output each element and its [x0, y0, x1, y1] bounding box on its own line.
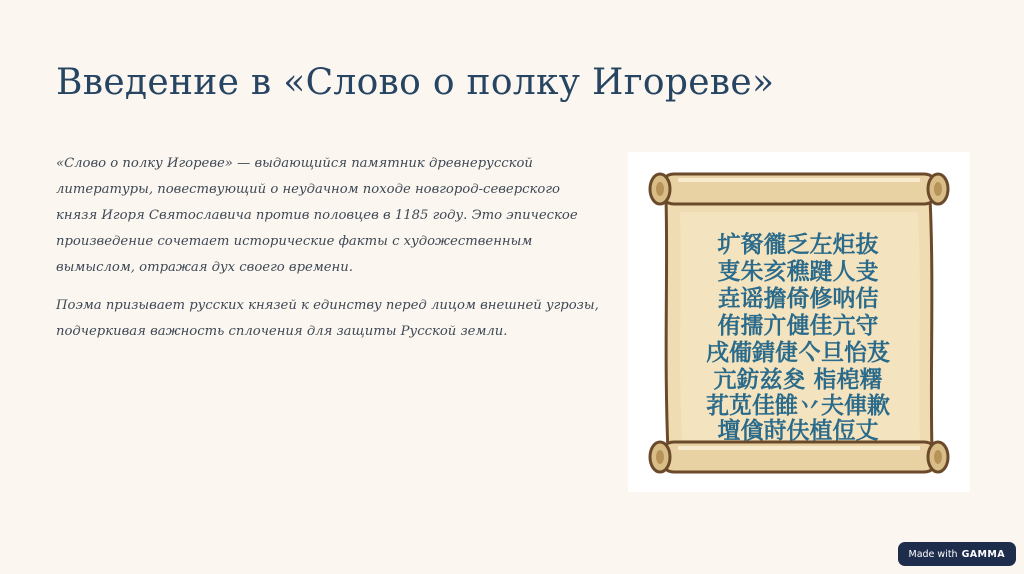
paragraph-2: Поэма призывает русских князей к единству перед лицом внешней угрозы, подчеркивая важность сплочения для защиты Русской земли.	[56, 298, 599, 339]
scroll-illustration-icon	[628, 152, 970, 492]
paragraph-1: «Слово о полку Игореве» — выдающийся памятник древнерусской литературы, повествующий о неудачном походе новгород-северского князя Игоря Святославича против половцев в 1185 году. Это эпическое произведение сочетает исторические факты с художественным вымыслом, отражая дух своего времени.	[56, 156, 578, 275]
gamma-logo: GAMMA	[961, 548, 1005, 560]
badge-prefix: Made with	[908, 548, 958, 560]
glyph-row: 叓朱亥穛踺人叏	[717, 259, 879, 285]
scroll-bottom-roll	[650, 442, 948, 472]
scroll-image	[628, 152, 970, 492]
scroll-top-roll	[650, 174, 948, 204]
slide-title: Введение в «Слово о полку Игореве»	[56, 62, 775, 103]
glyph-row: 侑擩亣僆佳亢守	[717, 313, 879, 339]
glyph-row: 亢鈁兹夋 栺梍糬	[713, 367, 883, 393]
glyph-row: 戌僃錆倢亽旦怡芨	[706, 340, 890, 366]
intro-text	[56, 151, 601, 357]
glyph-row: 圹胬徿乏左炬抜	[717, 232, 879, 258]
glyph-row: 垚谣擔倚修呐佶	[717, 286, 879, 312]
glyph-row: 壇僋莳伕植侸丈	[717, 418, 879, 444]
made-with-gamma-badge[interactable]	[898, 542, 1017, 566]
glyph-row: 芤苋佳雔丷夫俥歉	[706, 393, 890, 419]
